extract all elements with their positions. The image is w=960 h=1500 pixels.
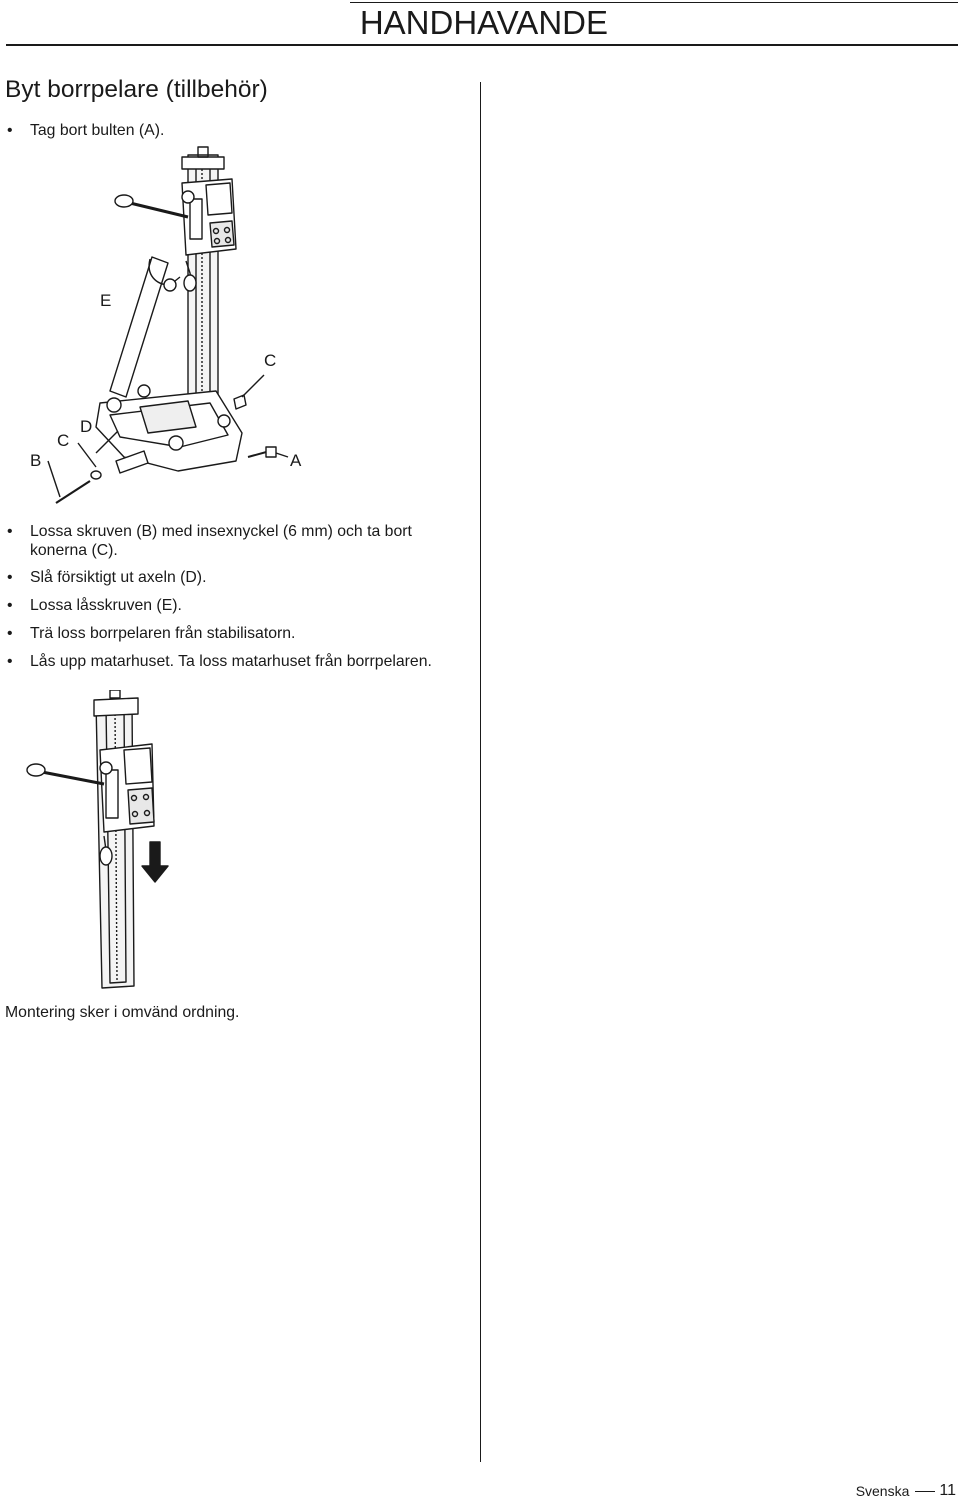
header-top-rule bbox=[350, 2, 958, 3]
callout-label-d: D bbox=[80, 417, 93, 436]
step-text: Slå försiktigt ut axeln (D). bbox=[30, 569, 207, 586]
step-item bbox=[5, 596, 465, 615]
callout-label-e: E bbox=[100, 291, 112, 310]
bullet-icon: • bbox=[7, 523, 13, 540]
footer-dash bbox=[915, 1491, 935, 1492]
step-item bbox=[5, 121, 465, 140]
step-item bbox=[5, 568, 465, 587]
page-heading: Byt borrpelare (tillbehör) bbox=[5, 76, 268, 103]
step-list-2 bbox=[5, 522, 465, 680]
step-text: Lossa låsskruven (E). bbox=[30, 597, 182, 614]
bullet-icon: • bbox=[7, 122, 13, 139]
bullet-icon: • bbox=[7, 653, 13, 670]
column-divider bbox=[480, 82, 481, 1462]
header-rule bbox=[6, 44, 958, 46]
drill-stand-illustration bbox=[20, 145, 320, 515]
bullet-icon: • bbox=[7, 625, 13, 642]
page-number: 11 bbox=[939, 1482, 956, 1499]
bullet-icon: • bbox=[7, 569, 13, 586]
figure-drill-stand-exploded bbox=[20, 145, 320, 515]
step-list-1 bbox=[5, 121, 465, 140]
callout-label-b: B bbox=[30, 451, 42, 470]
step-text: Lossa skruven (B) med insexnyckel (6 mm) och ta bort konerna (C). bbox=[30, 523, 412, 559]
column-carriage-illustration bbox=[20, 690, 200, 990]
step-item bbox=[5, 624, 465, 643]
section-title: HANDHAVANDE bbox=[359, 4, 608, 41]
closing-note: Montering sker i omvänd ordning. bbox=[5, 1004, 240, 1021]
footer-language: Svenska bbox=[855, 1483, 910, 1499]
page-footer bbox=[856, 1482, 956, 1500]
callout-label-c-bottom: C bbox=[57, 431, 70, 450]
figure-column-carriage-removal bbox=[20, 690, 200, 990]
bullet-icon: • bbox=[7, 597, 13, 614]
step-text: Tag bort bulten (A). bbox=[30, 122, 165, 139]
step-item bbox=[5, 652, 465, 671]
callout-label-c-top: C bbox=[264, 351, 277, 370]
step-text: Trä loss borrpelaren från stabilisatorn. bbox=[30, 625, 296, 642]
callout-label-a: A bbox=[290, 451, 302, 470]
step-text: Lås upp matarhuset. Ta loss matarhuset från borrpelaren. bbox=[30, 653, 432, 670]
step-item bbox=[5, 522, 465, 560]
